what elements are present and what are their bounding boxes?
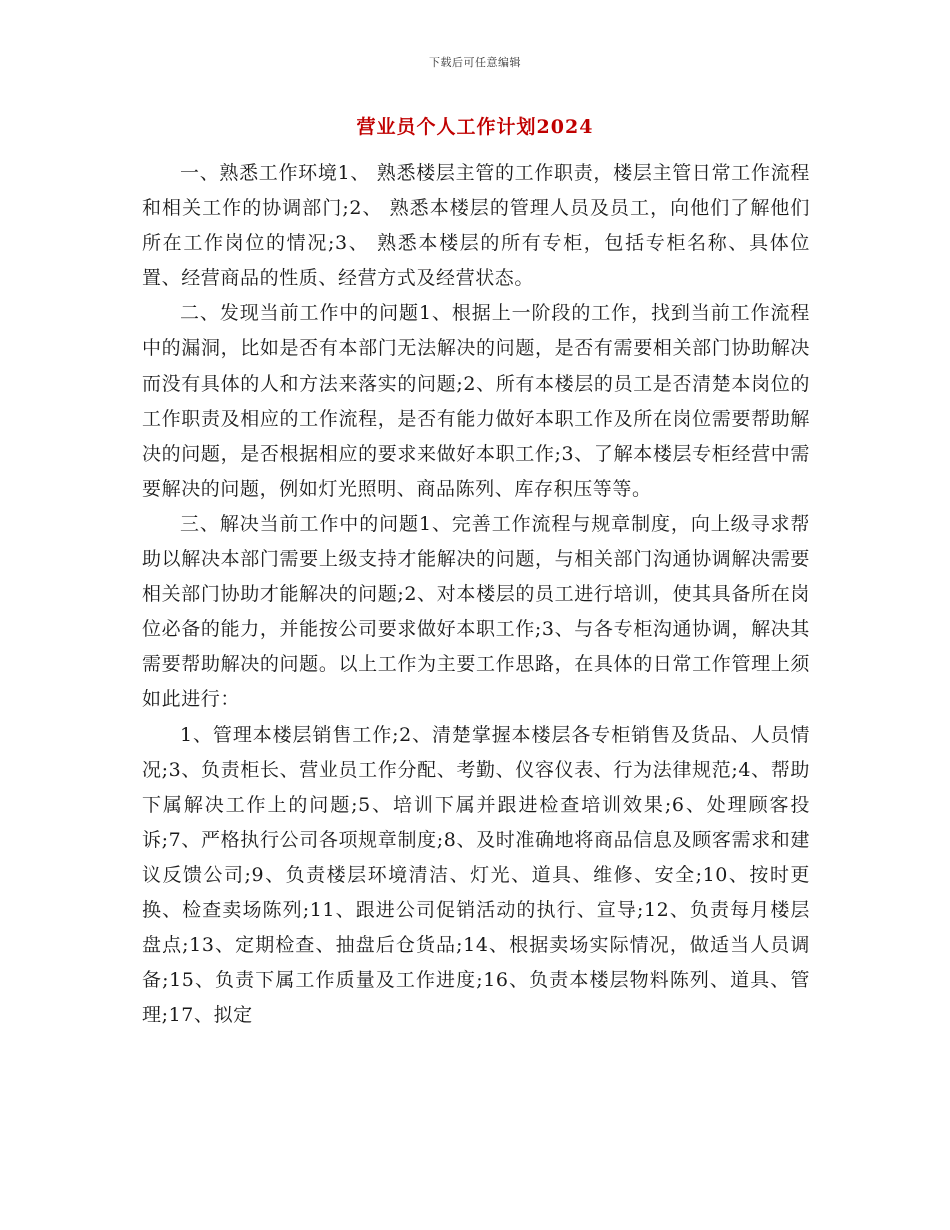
paragraph-familiarize-environment: 一、熟悉工作环境1、 熟悉楼层主管的工作职责，楼层主管日常工作流程和相关工作的协调部门;2、 熟悉本楼层的管理人员及员工，向他们了解他们所在工作岗位的情况;3、 熟悉本楼层的所有专柜，包括专柜名称、具体位置、经营商品的性质、经营方式及经营状态。: [142, 162, 810, 290]
paragraph-discover-problems: 二、发现当前工作中的问题1、根据上一阶段的工作，找到当前工作流程中的漏洞，比如是否有本部门无法解决的问题，是否有需要相关部门协助解决而没有具体的人和方法来落实的问题;2、所有本楼层的员工是否清楚本岗位的工作职责及相应的工作流程，是否有能力做好本职工作及所在岗位需要帮助解决的问题，是否根据相应的要求来做好本职工作;3、了解本楼层专柜经营中需要解决的问题，例如灯光照明、商品陈列、库存积压等等。: [142, 302, 810, 500]
document-title: 营业员个人工作计划2024: [356, 116, 594, 138]
paragraph-solve-problems: 三、解决当前工作中的问题1、完善工作流程与规章制度，向上级寻求帮助以解决本部门需要上级支持才能解决的问题，与相关部门沟通协调解决需要相关部门协助才能解决的问题;2、对本楼层的员工进行培训，使其具备所在岗位必备的能力，并能按公司要求做好本职工作;3、与各专柜沟通协调，解决其需要帮助解决的问题。以上工作为主要工作思路，在具体的日常工作管理上须如此进行：: [142, 512, 810, 711]
header-note: 下载后可任意编辑: [429, 56, 521, 69]
document-body: [142, 156, 810, 1033]
paragraph-daily-duties: 1、管理本楼层销售工作;2、清楚掌握本楼层各专柜销售及货品、人员情况;3、负责柜长、营业员工作分配、考勤、仪容仪表、行为法律规范;4、帮助下属解决工作上的问题;5、培训下属并跟进检查培训效果;6、处理顾客投诉;7、严格执行公司各项规章制度;8、及时准确地将商品信息及顾客需求和建议反馈公司;9、负责楼层环境清洁、灯光、道具、维修、安全;10、按时更换、检查卖场陈列;11、跟进公司促销活动的执行、宣导;12、负责每月楼层盘点;13、定期检查、抽盘后仓货品;14、根据卖场实际情况，做适当人员调备;15、负责下属工作质量及工作进度;16、负责本楼层物料陈列、道具、管理;17、拟定: [142, 723, 810, 1027]
